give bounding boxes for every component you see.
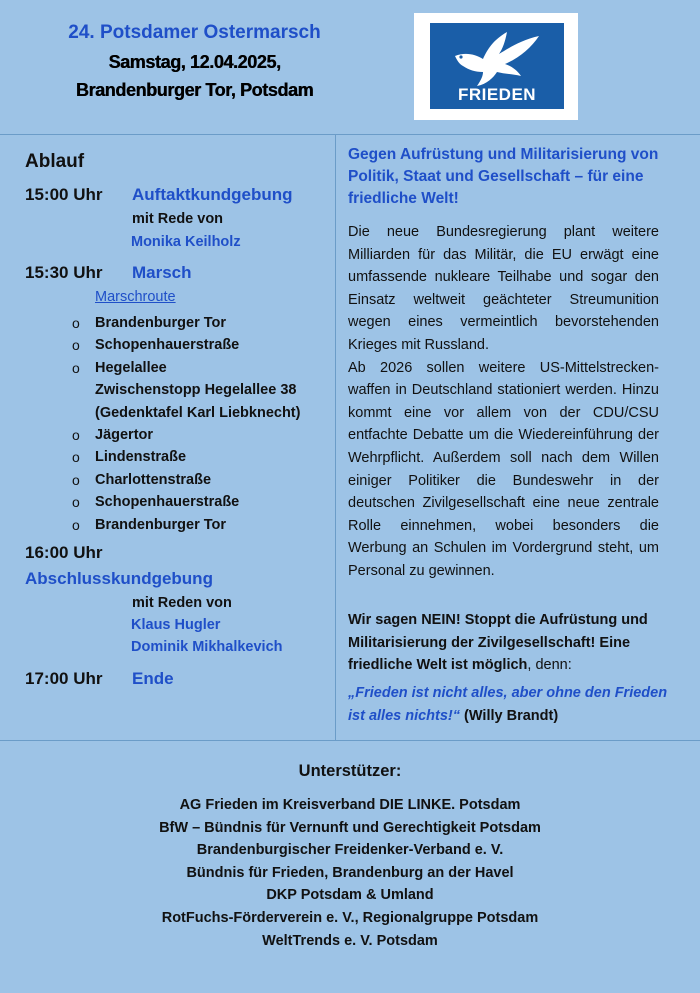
- route-stop-label: Schopenhauerstraße: [95, 337, 240, 354]
- route-stop: [72, 469, 300, 491]
- route-stop-note: (Gedenktafel Karl Liebknecht): [95, 404, 301, 421]
- start-speaker: Monika Keilholz: [131, 234, 241, 250]
- supporter-item: WeltTrends e. V. Potsdam: [262, 932, 438, 949]
- supporters-list: [0, 794, 700, 952]
- closing-event: Abschlusskundgebung: [25, 569, 213, 588]
- bullet-icon: o: [72, 427, 80, 444]
- column-divider: [335, 134, 336, 741]
- bullet-icon: o: [72, 449, 80, 466]
- bullet-icon: o: [72, 471, 80, 488]
- appeal-paragraph: Ab 2026 sollen weitere US-Mittelstrecken-waffen in Deutschland stationiert werden. Hinzu kommt eine vor allem von der CDU/CSU entfachte Debatte um die Wiedereinführung der Wehrpflicht. Außerdem soll nach dem Willen einiger Politiker die Bundeswehr in der deutschen Zivilgesellschaft eine neue zentrale Rolle einnehmen, wobei besonders die Werbung an Schulen im Vordergrund steht, um Personal zu gewinnen.: [348, 359, 659, 579]
- march-event: Marsch: [132, 263, 192, 282]
- supporter-item: Brandenburgischer Freidenker-Verband e. V.: [196, 842, 504, 859]
- bullet-icon: o: [72, 494, 80, 511]
- end-time: 17:00 Uhr: [25, 669, 103, 688]
- schedule-heading: Ablauf: [25, 151, 85, 172]
- bullet-icon: o: [72, 315, 80, 331]
- supporters-divider: [0, 740, 700, 741]
- supporter-item: RotFuchs-Förderverein e. V., Regionalgruppe Potsdam: [161, 909, 539, 926]
- appeal-heading: Gegen Aufrüstung und Militarisierung von Politik, Staat und Gesellschaft – für eine friedliche Welt!: [348, 146, 659, 207]
- route-stop-label: Charlottenstraße: [95, 471, 212, 488]
- route-stop: [72, 446, 300, 468]
- logo-panel: [430, 23, 564, 109]
- closing-speaker: Klaus Hugler: [131, 617, 221, 633]
- end-event: Ende: [132, 669, 174, 688]
- appeal-demand: [348, 609, 668, 677]
- supporter-item: AG Frieden im Kreisverband DIE LINKE. Potsdam: [179, 797, 521, 813]
- header-divider: [0, 134, 700, 135]
- start-speech-label: mit Rede von: [132, 211, 224, 227]
- dove-icon: [447, 26, 547, 88]
- route-stop-note: Zwischenstopp Hegelallee 38: [95, 382, 297, 399]
- appeal-quote: [348, 682, 668, 727]
- frieden-logo: [414, 13, 578, 120]
- start-time: 15:00 Uhr: [25, 185, 103, 204]
- quote-text: „Frieden ist nicht alles, aber ohne den Frieden ist alles nichts!“: [348, 685, 668, 724]
- route-stop: [72, 357, 300, 424]
- quote-author: (Willy Brandt): [464, 707, 559, 724]
- bullet-icon: o: [72, 516, 80, 533]
- supporter-item: DKP Potsdam & Umland: [266, 887, 434, 904]
- march-route-link[interactable]: Marschroute: [95, 289, 176, 305]
- route-stop-label: Brandenburger Tor: [95, 315, 227, 331]
- bullet-icon: o: [72, 337, 80, 354]
- closing-speaker: Dominik Mikhalkevich: [131, 639, 283, 655]
- start-event: Auftaktkundgebung: [132, 185, 293, 204]
- supporters-heading: Unterstützer:: [298, 762, 402, 780]
- route-stop: [72, 514, 300, 536]
- route-stop: [72, 312, 300, 334]
- march-route-list: [72, 312, 300, 536]
- route-stop: [72, 424, 300, 446]
- march-time: 15:30 Uhr: [25, 263, 103, 282]
- route-stop-label: Jägertor: [95, 427, 154, 444]
- appeal-paragraph: Die neue Bundesregierung plant weitere Milliarden für das Militär, die EU erwägt eine umfassende nukleare Teilhabe und sogar den Einsatz weltweit geächteter Streumunition wegen eines vermeintlich bevorstehenden Krieges mit Russland.: [348, 224, 659, 353]
- route-stop-label: Brandenburger Tor: [95, 516, 227, 533]
- route-stop-label: Hegelallee: [95, 359, 167, 376]
- bullet-icon: o: [72, 359, 80, 376]
- route-stop-label: Schopenhauerstraße: [95, 494, 240, 511]
- route-stop: [72, 334, 300, 356]
- event-place: Brandenburger Tor, Potsdam: [75, 80, 314, 100]
- closing-time: 16:00 Uhr: [25, 543, 103, 562]
- supporter-item: Bündnis für Frieden, Brandenburg an der Havel: [186, 864, 514, 881]
- route-stop: [72, 491, 300, 513]
- event-date: Samstag, 12.04.2025,: [108, 52, 281, 72]
- route-stop-label: Lindenstraße: [95, 449, 187, 466]
- demand-tail: , denn:: [527, 657, 572, 674]
- event-title: 24. Potsdamer Ostermarsch: [68, 22, 321, 43]
- demand-text: Wir sagen NEIN! Stoppt die Aufrüstung und Militarisierung der Zivilgesellschaft! Eine friedliche Welt ist möglich: [348, 612, 648, 674]
- appeal-body: [348, 221, 659, 583]
- supporter-item: BfW – Bündnis für Vernunft und Gerechtigkeit Potsdam: [159, 819, 541, 836]
- logo-text: FRIEDEN: [457, 85, 537, 104]
- closing-speech-label: mit Reden von: [132, 595, 232, 611]
